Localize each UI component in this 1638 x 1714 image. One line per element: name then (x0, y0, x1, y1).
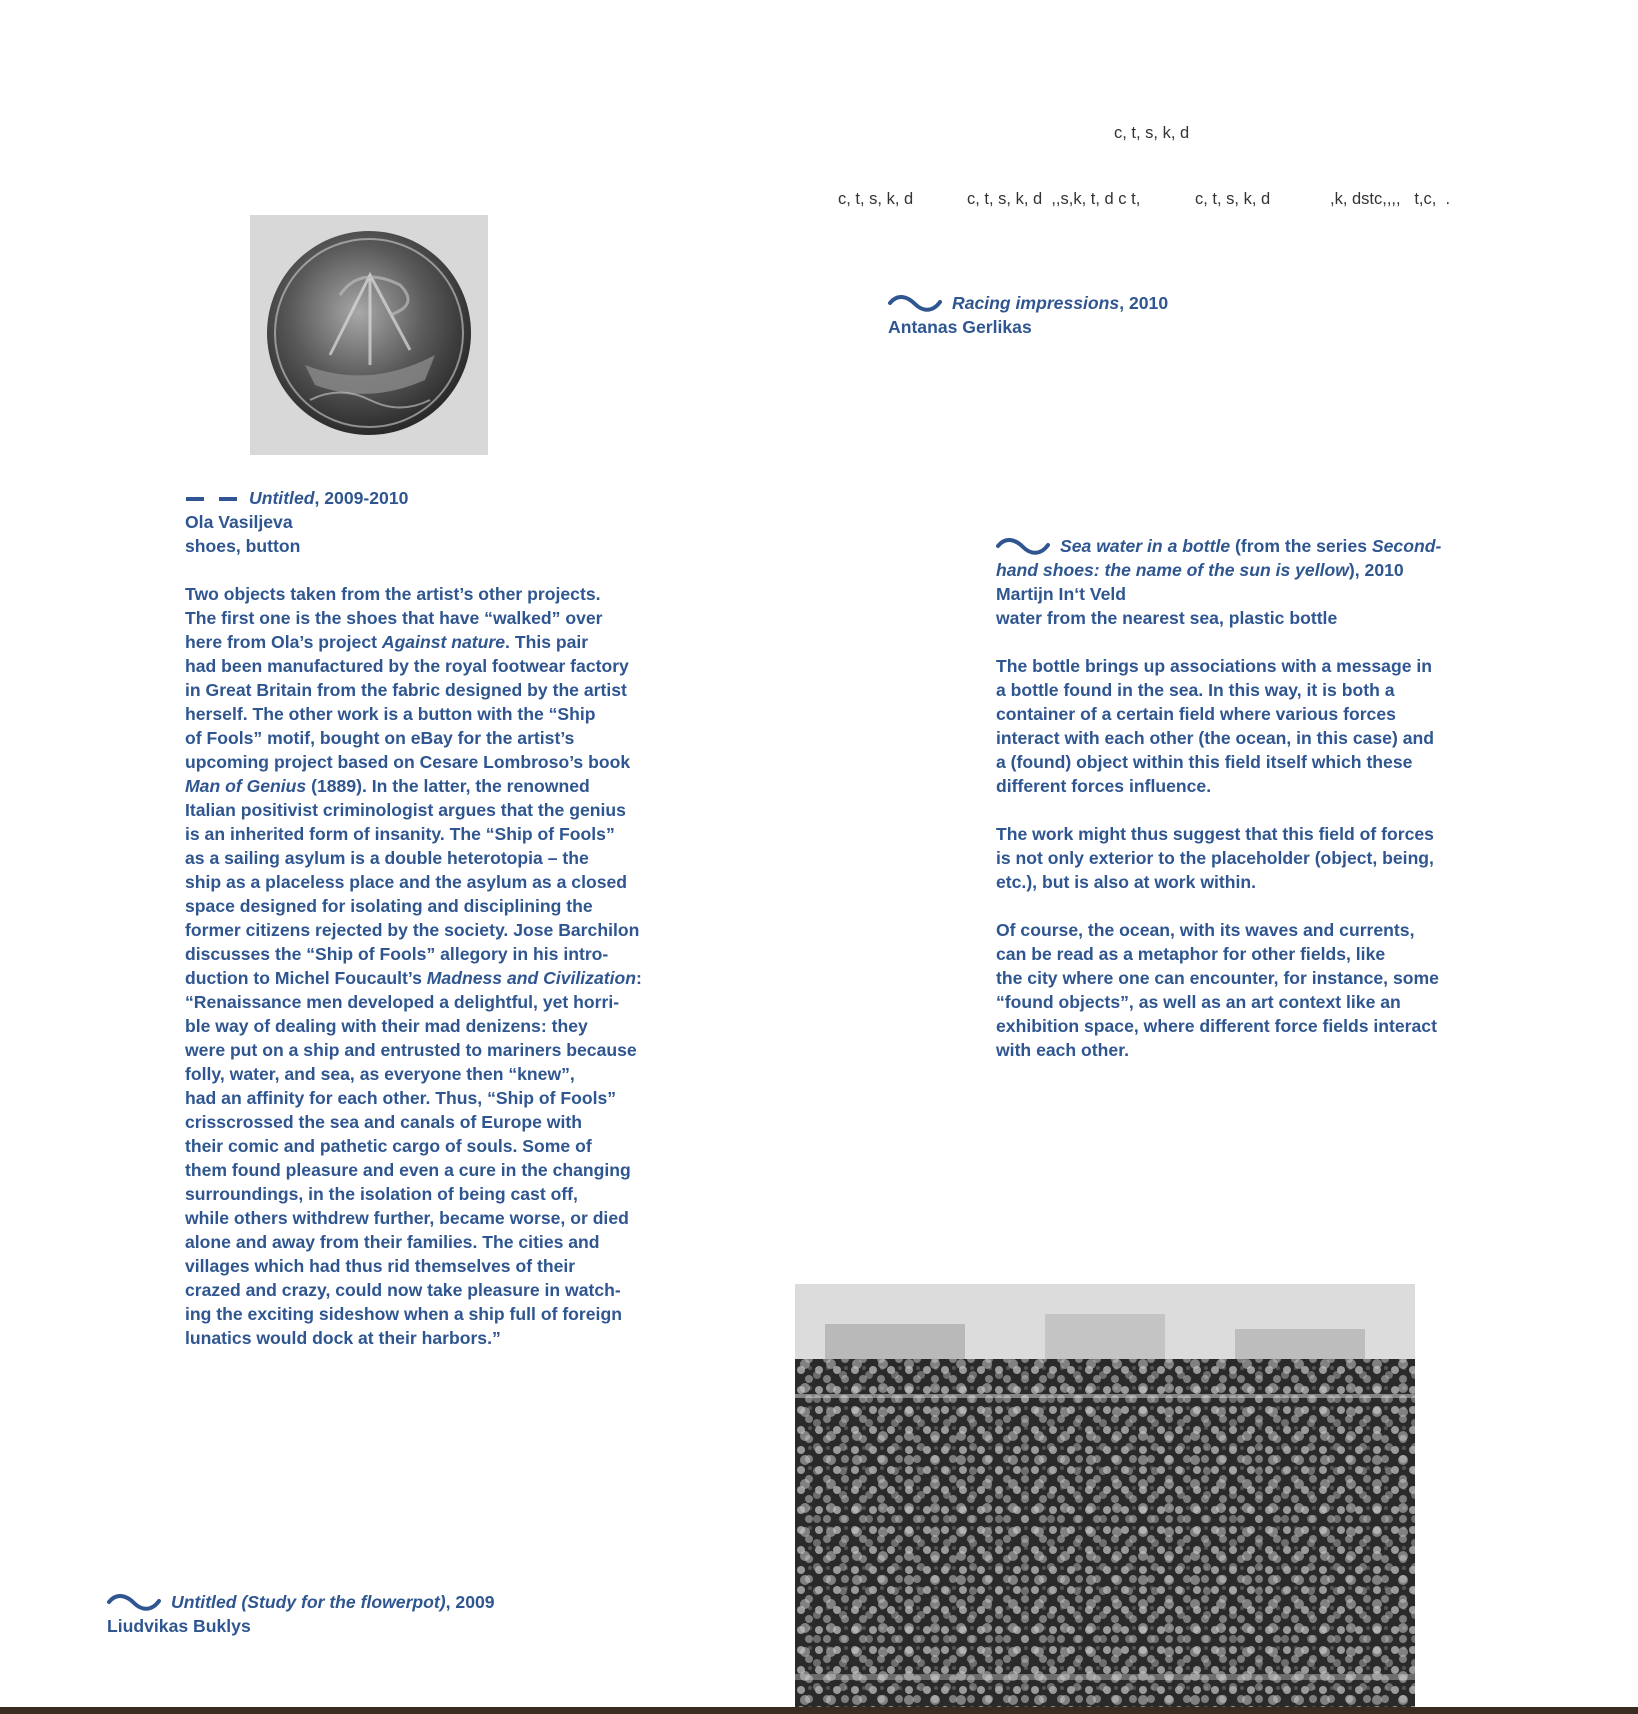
crowd-photo-image (795, 1284, 1415, 1707)
body-line: discusses the “Ship of Fools” allegory in his intro- (185, 944, 609, 964)
body-line: alone and away from their families. The cities and (185, 1232, 600, 1252)
body-line: ing the exciting sideshow when a ship full of foreign (185, 1304, 622, 1324)
sea-water-caption (996, 534, 1441, 1062)
body-line: . This pair (505, 632, 589, 652)
body-line: upcoming project based on Cesare Lombroso’s book (185, 752, 631, 772)
sea-paragraph-2 (996, 822, 1441, 894)
sea-title: Sea water in a bottle (1060, 536, 1231, 556)
para-line: a bottle found in the sea. In this way, it is both a (996, 680, 1395, 700)
para-line: different forces influence. (996, 776, 1212, 796)
racing-year: , 2010 (1119, 293, 1169, 313)
wave-icon (996, 538, 1050, 556)
body-line: former citizens rejected by the society. Jose Barchilon (185, 920, 640, 940)
para-line: container of a certain field where various forces (996, 704, 1396, 724)
vasiljeva-body (185, 582, 642, 1350)
body-line: Italian positivist criminologist argues that the genius (185, 800, 626, 820)
sea-paragraph-1 (996, 654, 1441, 798)
para-line: “found objects”, as well as an art context like an (996, 992, 1401, 1012)
para-line: a (found) object within this field itself which these (996, 752, 1413, 772)
body-line: here from Ola’s project (185, 632, 382, 652)
para-line: the city where one can encounter, for instance, some (996, 968, 1439, 988)
body-line: villages which had thus rid themselves of their (185, 1256, 576, 1276)
body-line: herself. The other work is a button with the “Ship (185, 704, 596, 724)
bottom-border (0, 1707, 1638, 1714)
body-line: “Renaissance men developed a delightful, yet horri- (185, 992, 620, 1012)
para-line: can be read as a metaphor for other fields, like (996, 944, 1386, 964)
body-italic: Madness and Civilization (426, 968, 636, 988)
header-code-1: c, t, s, k, d (838, 190, 914, 208)
ship-of-fools-button-image (250, 215, 488, 455)
dash-icon (185, 494, 239, 504)
body-italic: Against nature (381, 632, 506, 652)
body-line: (1889). In the latter, the renowned (306, 776, 590, 796)
body-line: crazed and crazy, could now take pleasure in watch- (185, 1280, 621, 1300)
sea-paren-close: ), 2010 (1348, 560, 1404, 580)
body-line: in Great Britain from the fabric designed by the artist (185, 680, 627, 700)
body-line: crisscrossed the sea and canals of Europe with (185, 1112, 582, 1132)
body-line: as a sailing asylum is a double heterotopia – the (185, 848, 589, 868)
body-line: : (635, 968, 642, 988)
racing-artist: Antanas Gerlikas (888, 317, 1032, 337)
para-line: is not only exterior to the placeholder (object, being, (996, 848, 1434, 868)
vasiljeva-year: , 2009-2010 (314, 488, 409, 508)
button-photo (250, 215, 488, 455)
para-line: with each other. (996, 1040, 1129, 1060)
body-line: ship as a placeless place and the asylum as a closed (185, 872, 628, 892)
flowerpot-year: , 2009 (445, 1592, 495, 1612)
sea-series-a: Second- (1371, 536, 1442, 556)
vasiljeva-caption (185, 486, 642, 1350)
para-line: The bottle brings up associations with a message in (996, 656, 1433, 676)
header-code-3: c, t, s, k, d (1195, 190, 1271, 208)
vasiljeva-title: Untitled (249, 488, 315, 508)
sea-materials: water from the nearest sea, plastic bottle (996, 608, 1338, 628)
body-line: Two objects taken from the artist’s other projects. (185, 584, 601, 604)
flowerpot-artist: Liudvikas Buklys (107, 1616, 251, 1636)
sea-series-b: hand shoes: the name of the sun is yellow (996, 560, 1349, 580)
header-top-code: c, t, s, k, d (1114, 124, 1190, 142)
header-code-2: c, t, s, k, d ,,s,k, t, d c t, (967, 190, 1141, 208)
body-line: The first one is the shoes that have “walked” over (185, 608, 603, 628)
para-line: The work might thus suggest that this field of forces (996, 824, 1434, 844)
body-line: duction to Michel Foucault’s (185, 968, 427, 988)
sea-paren-open: (from the series (1230, 536, 1372, 556)
sea-paragraph-3 (996, 918, 1441, 1062)
wave-icon (107, 1594, 161, 1612)
body-line: them found pleasure and even a cure in the changing (185, 1160, 631, 1180)
sea-artist: Martijn In‘t Veld (996, 584, 1127, 604)
body-line: had been manufactured by the royal footwear factory (185, 656, 629, 676)
flowerpot-title: Untitled (Study for the flowerpot) (171, 1592, 446, 1612)
racing-caption (888, 291, 1168, 339)
body-line: surroundings, in the isolation of being cast off, (185, 1184, 578, 1204)
vasiljeva-materials: shoes, button (185, 536, 301, 556)
body-line: space designed for isolating and disciplining the (185, 896, 593, 916)
body-italic: Man of Genius (185, 776, 307, 796)
crowd-photo (795, 1284, 1415, 1707)
header-code-4: ,k, dstc,,,, t,c, . (1330, 190, 1451, 208)
para-line: etc.), but is also at work within. (996, 872, 1257, 892)
body-line: their comic and pathetic cargo of souls. Some of (185, 1136, 592, 1156)
para-line: exhibition space, where different force fields interact (996, 1016, 1437, 1036)
body-line: folly, water, and sea, as everyone then “knew”, (185, 1064, 575, 1084)
body-line: were put on a ship and entrusted to mariners because (185, 1040, 637, 1060)
body-line: is an inherited form of insanity. The “Ship of Fools” (185, 824, 615, 844)
body-line: lunatics would dock at their harbors.” (185, 1328, 501, 1348)
body-line: ble way of dealing with their mad denizens: they (185, 1016, 588, 1036)
racing-title: Racing impressions (952, 293, 1120, 313)
para-line: interact with each other (the ocean, in this case) and (996, 728, 1434, 748)
vasiljeva-artist: Ola Vasiljeva (185, 512, 293, 532)
body-line: while others withdrew further, became worse, or died (185, 1208, 629, 1228)
para-line: Of course, the ocean, with its waves and currents, (996, 920, 1415, 940)
body-line: of Fools” motif, bought on eBay for the artist’s (185, 728, 575, 748)
body-line: had an affinity for each other. Thus, “Ship of Fools” (185, 1088, 617, 1108)
wave-icon (888, 295, 942, 313)
flowerpot-caption (107, 1590, 495, 1638)
